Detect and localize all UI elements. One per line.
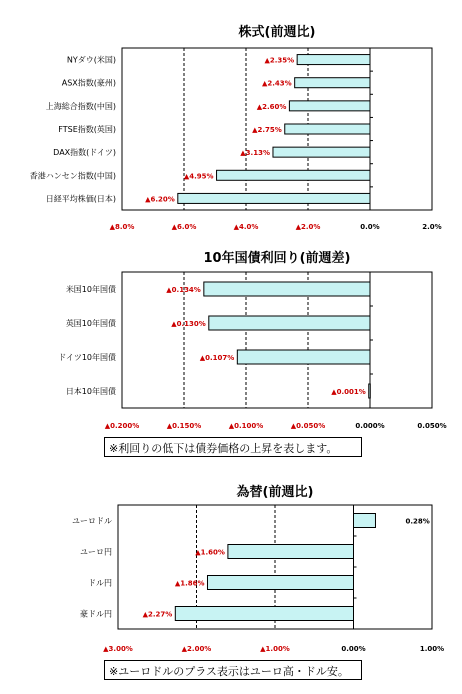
stock-category-label: 日経平均株価(日本) [45, 194, 116, 204]
bond-tick-label: ▲0.200% [104, 422, 140, 430]
stock-tick-label: 2.0% [422, 223, 442, 231]
bond-data-label: ▲0.001% [331, 388, 366, 396]
stock-category-label: ASX指数(豪州) [61, 78, 116, 88]
stock-category-label: 香港ハンセン指数(中国) [29, 171, 116, 181]
fx-data-label: ▲1.60% [195, 548, 225, 557]
bond-category-label: ドイツ10年国債 [58, 353, 116, 362]
stock-bar [273, 147, 370, 157]
bond-tick-label: ▲0.150% [166, 422, 202, 430]
fx-chart-title: 為替(前週比) [236, 485, 314, 500]
bond-tick-label: 0.000% [355, 422, 385, 430]
stock-tick-label: ▲6.0% [171, 223, 197, 231]
fx-category-label: 豪ドル円 [80, 609, 112, 619]
stock-data-label: ▲2.43% [261, 79, 292, 88]
fx-category-label: ユーロ円 [80, 547, 112, 557]
stock-data-label: ▲2.35% [264, 56, 295, 65]
stock-bar [285, 124, 370, 134]
fx-category-label: ユーロドル [72, 516, 112, 526]
stock-bar [178, 193, 370, 203]
stock-tick-label: ▲2.0% [295, 223, 321, 231]
stock-bar [297, 55, 370, 65]
bond-tick-label: ▲0.050% [290, 422, 326, 430]
bond-bar [209, 316, 370, 330]
bond-category-label: 日本10年国債 [65, 387, 116, 396]
stock-data-label: ▲6.20% [145, 195, 175, 204]
fx-bar [228, 545, 354, 559]
fx-data-label: 0.28% [405, 517, 430, 526]
bond-note: ※利回りの低下は債券価格の上昇を表します。 [104, 437, 362, 457]
fx-data-label: ▲2.27% [142, 610, 173, 619]
bond-tick-label: ▲0.100% [228, 422, 264, 430]
stock-data-label: ▲4.95% [183, 172, 214, 181]
stock-tick-label: 0.0% [360, 223, 380, 231]
fx-tick-label: ▲2.00% [181, 645, 212, 653]
bond-chart-title: 10年国債利回り(前週差) [203, 251, 351, 266]
fx-tick-label: 1.00% [419, 645, 445, 653]
bond-data-label: ▲0.134% [166, 286, 201, 294]
bond-category-label: 英国10年国債 [65, 319, 116, 328]
stock-data-label: ▲3.13% [240, 149, 270, 158]
stock-bar [217, 170, 370, 180]
fx-tick-label: 0.00% [341, 645, 366, 653]
bond-bar [237, 350, 370, 364]
bond-category-label: 米国10年国債 [65, 285, 116, 294]
fx-bar [207, 576, 353, 590]
stock-tick-label: ▲4.0% [233, 223, 259, 231]
stock-category-label: NYダウ(米国) [66, 55, 116, 65]
stock-chart-title: 株式(前週比) [238, 25, 316, 40]
stock-category-label: FTSE指数(英国) [58, 125, 116, 134]
stock-bar [289, 101, 370, 111]
bond-bar [204, 282, 370, 296]
stock-data-label: ▲2.75% [252, 126, 282, 134]
stock-bar [295, 78, 370, 88]
fx-data-label: ▲1.86% [174, 579, 205, 588]
fx-category-label: ドル円 [88, 578, 112, 588]
bond-bar [369, 384, 371, 398]
fx-bar [175, 607, 353, 621]
fx-tick-label: ▲1.00% [260, 645, 290, 653]
stock-data-label: ▲2.60% [256, 102, 287, 111]
fx-note: ※ユーロドルのプラス表示はユーロ高・ドル安。 [104, 660, 362, 680]
stock-category-label: DAX指数(ドイツ) [53, 148, 116, 158]
stock-tick-label: ▲8.0% [109, 223, 135, 231]
fx-tick-label: ▲3.00% [103, 645, 133, 653]
stock-category-label: 上海総合指数(中国) [45, 101, 116, 111]
fx-bar [354, 514, 376, 528]
bond-tick-label: 0.050% [417, 422, 447, 430]
bond-data-label: ▲0.107% [199, 354, 235, 362]
bond-data-label: ▲0.130% [171, 320, 206, 328]
